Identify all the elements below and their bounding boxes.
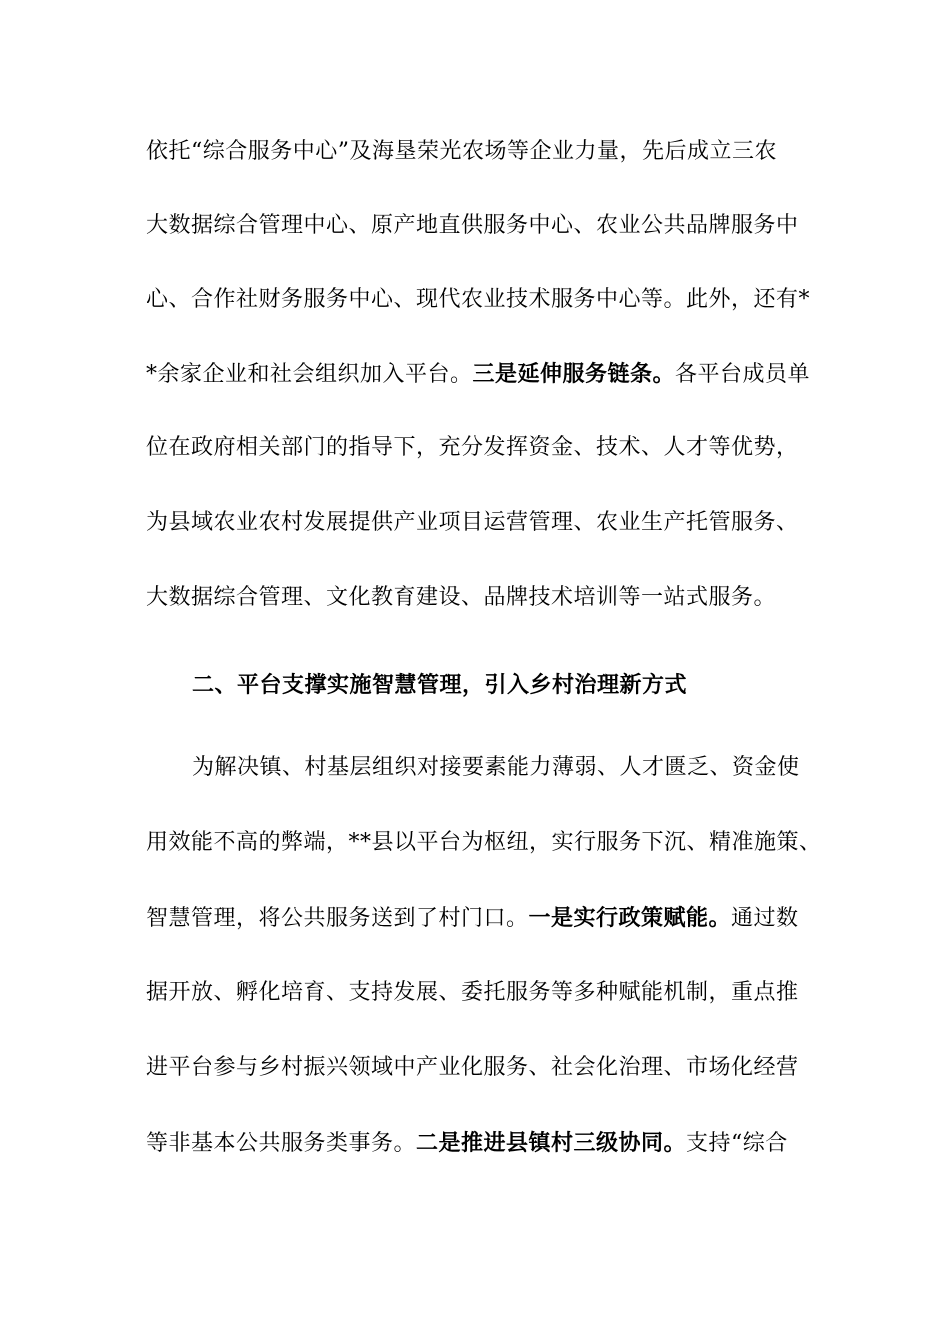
paragraph-line-9: 用效能不高的弊端，**县以平台为枢纽，实行服务下沉、精准施策、 <box>146 830 822 855</box>
paragraph-line-8: 为解决镇、村基层组织对接要素能力薄弱、人才匮乏、资金使 <box>192 755 800 780</box>
text-run: 支持“综合 <box>686 1131 788 1156</box>
paragraph-line-4 <box>146 359 810 389</box>
paragraph-line-11: 据开放、孵化培育、支持发展、委托服务等多种赋能机制，重点推 <box>146 980 799 1005</box>
paragraph-line-10 <box>146 903 799 933</box>
text-run: 各平台成员单 <box>675 362 811 387</box>
text-run: 通过数 <box>731 906 799 931</box>
paragraph-line-13 <box>146 1128 788 1158</box>
bold-text-run: 二是推进县镇村三级协同。 <box>416 1130 687 1156</box>
paragraph-line-6: 为县域农业农村发展提供产业项目运营管理、农业生产托管服务、 <box>146 510 799 535</box>
section-heading: 二、平台支撑实施智慧管理，引入乡村治理新方式 <box>192 672 688 698</box>
paragraph-line-1: 依托“综合服务中心”及海垦荣光农场等企业力量，先后成立三农 <box>146 139 777 164</box>
bold-text-run: 三是延伸服务链条。 <box>472 361 676 387</box>
paragraph-line-7: 大数据综合管理、文化教育建设、品牌技术培训等一站式服务。 <box>146 585 777 610</box>
text-run: 智慧管理，将公共服务送到了村门口。 <box>146 906 529 931</box>
paragraph-line-12: 进平台参与乡村振兴领域中产业化服务、社会化治理、市场化经营 <box>146 1055 799 1080</box>
paragraph-line-2: 大数据综合管理中心、原产地直供服务中心、农业公共品牌服务中 <box>146 213 799 238</box>
paragraph-line-3: 心、合作社财务服务中心、现代农业技术服务中心等。此外，还有* <box>146 287 811 312</box>
text-run: *余家企业和社会组织加入平台。 <box>146 362 473 387</box>
bold-text-run: 一是实行政策赋能。 <box>528 905 732 931</box>
text-run: 等非基本公共服务类事务。 <box>146 1131 417 1156</box>
paragraph-line-5: 位在政府相关部门的指导下，充分发挥资金、技术、人才等优势， <box>146 435 799 460</box>
